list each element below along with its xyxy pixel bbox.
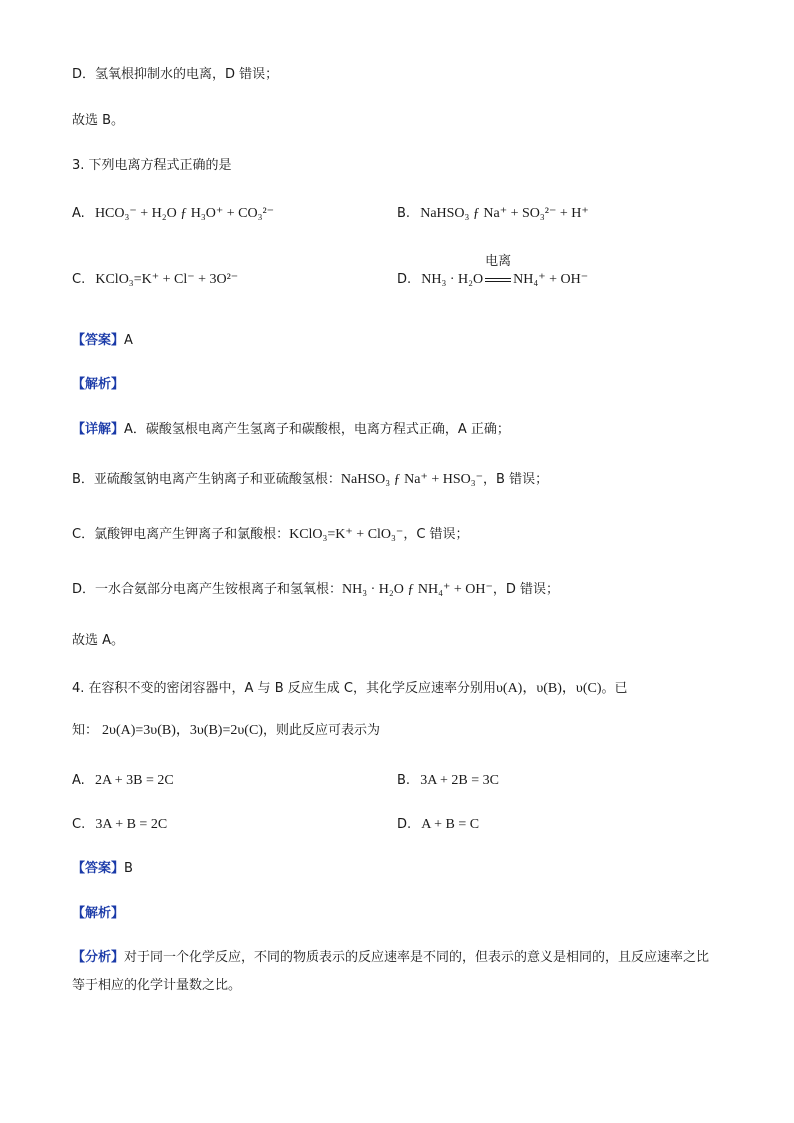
- fenxi-tag: 【分析】: [72, 950, 125, 965]
- formula: 2A + 3B = 2C: [94, 773, 174, 788]
- detail-text: D．一水合氨部分电离产生铵根离子和氢氧根：: [72, 582, 343, 597]
- detail-text: A．碳酸氢根电离产生氢离子和碳酸根，电离方程式正确，A 正确；: [124, 422, 510, 437]
- q3-option-c: [72, 271, 238, 289]
- q3-detail-a: [72, 421, 510, 439]
- option-label: D.: [397, 817, 412, 832]
- formula-right: NH₄⁺ + OH⁻: [513, 272, 589, 287]
- q3-option-b: [397, 205, 589, 223]
- q4-option-d: [397, 816, 479, 834]
- answer-tag: 【答案】: [72, 333, 125, 348]
- fenxi-text: 对于同一个化学反应，不同的物质表示的反应速率是不同的，但表示的意义是相同的，且反应速率之比等于相应的化学计量数之比。: [72, 950, 710, 993]
- rate-relation: 2υ(A)=3υ(B)，3υ(B)=2υ(C): [102, 723, 263, 738]
- option-label: C.: [72, 272, 86, 287]
- q3-answer: [72, 332, 133, 350]
- q4-option-c: [72, 816, 167, 834]
- detail-end: ，C 错误；: [403, 527, 469, 542]
- answer-value: B: [124, 861, 133, 876]
- q4-fenxi: [72, 944, 722, 1000]
- formula: NaHSO₃ ƒ Na⁺ + HSO₃⁻: [340, 472, 484, 487]
- stem-text: ，则此反应可表示为: [262, 723, 380, 738]
- detail-text: C．氯酸钾电离产生钾离子和氯酸根：: [72, 527, 290, 542]
- option-label: C.: [72, 817, 86, 832]
- formula: HCO₃⁻ + H₂O ƒ H₃O⁺ + CO₃²⁻: [94, 206, 275, 221]
- detail-tag: 【详解】: [72, 422, 125, 437]
- arrow-label: 电离: [485, 254, 512, 269]
- detail-end: ，D 错误；: [492, 582, 560, 597]
- analysis-tag: 【解析】: [72, 377, 125, 392]
- ionization-arrow: [483, 254, 513, 289]
- q3-stem: 3. 下列电离方程式正确的是: [72, 158, 232, 173]
- answer-tag: 【答案】: [72, 861, 125, 876]
- option-label: A.: [72, 773, 85, 788]
- q3-detail-d: [72, 581, 559, 599]
- formula: NaHSO₃ ƒ Na⁺ + SO₃²⁻ + H⁺: [420, 206, 589, 221]
- text-d-hydroxide: D．氢氧根抑制水的电离，D 错误；: [72, 67, 279, 82]
- option-label: A.: [72, 206, 85, 221]
- q4-option-b: [397, 772, 499, 790]
- detail-text: B．亚硫酸氢钠电离产生钠离子和亚硫酸氢根：: [72, 472, 341, 487]
- answer-value: A: [124, 333, 133, 348]
- detail-end: ，B 错误；: [483, 472, 549, 487]
- double-line: [485, 278, 511, 282]
- formula: KClO₃=K⁺ + ClO₃⁻: [289, 527, 404, 542]
- formula: 3A + B = 2C: [95, 817, 168, 832]
- option-label: B.: [397, 206, 411, 221]
- q4-stem-line2: [72, 722, 380, 740]
- formula: 3A + 2B = 3C: [420, 773, 500, 788]
- q3-detail-b: [72, 471, 548, 489]
- formula-left: NH₃ · H₂O: [421, 272, 484, 287]
- q4-analysis: [72, 905, 124, 923]
- q4-answer: [72, 860, 133, 878]
- rate-symbols: υ(A)，υ(B)，υ(C): [495, 681, 602, 696]
- analysis-tag: 【解析】: [72, 906, 125, 921]
- q4-stem-line1: [72, 680, 628, 698]
- option-label: B.: [397, 773, 411, 788]
- q3-detail-c: [72, 526, 469, 544]
- stem-text: 。已: [601, 681, 628, 696]
- q3-option-a: [72, 205, 274, 223]
- q3-analysis: [72, 376, 124, 394]
- text-choose-b: 故选 B。: [72, 113, 125, 128]
- formula: A + B = C: [421, 817, 480, 832]
- formula: KClO₃=K⁺ + Cl⁻ + 3O²⁻: [95, 272, 239, 287]
- stem-text: 知：: [72, 723, 99, 738]
- formula: NH₃ · H₂O ƒ NH₄⁺ + OH⁻: [342, 582, 493, 597]
- stem-text: 4. 在容积不变的密闭容器中，A 与 B 反应生成 C，其化学反应速率分别用: [72, 681, 496, 696]
- option-label: D.: [397, 272, 412, 287]
- q4-option-a: [72, 772, 174, 790]
- q3-conclusion: 故选 A。: [72, 633, 125, 648]
- q3-option-d: [397, 254, 589, 289]
